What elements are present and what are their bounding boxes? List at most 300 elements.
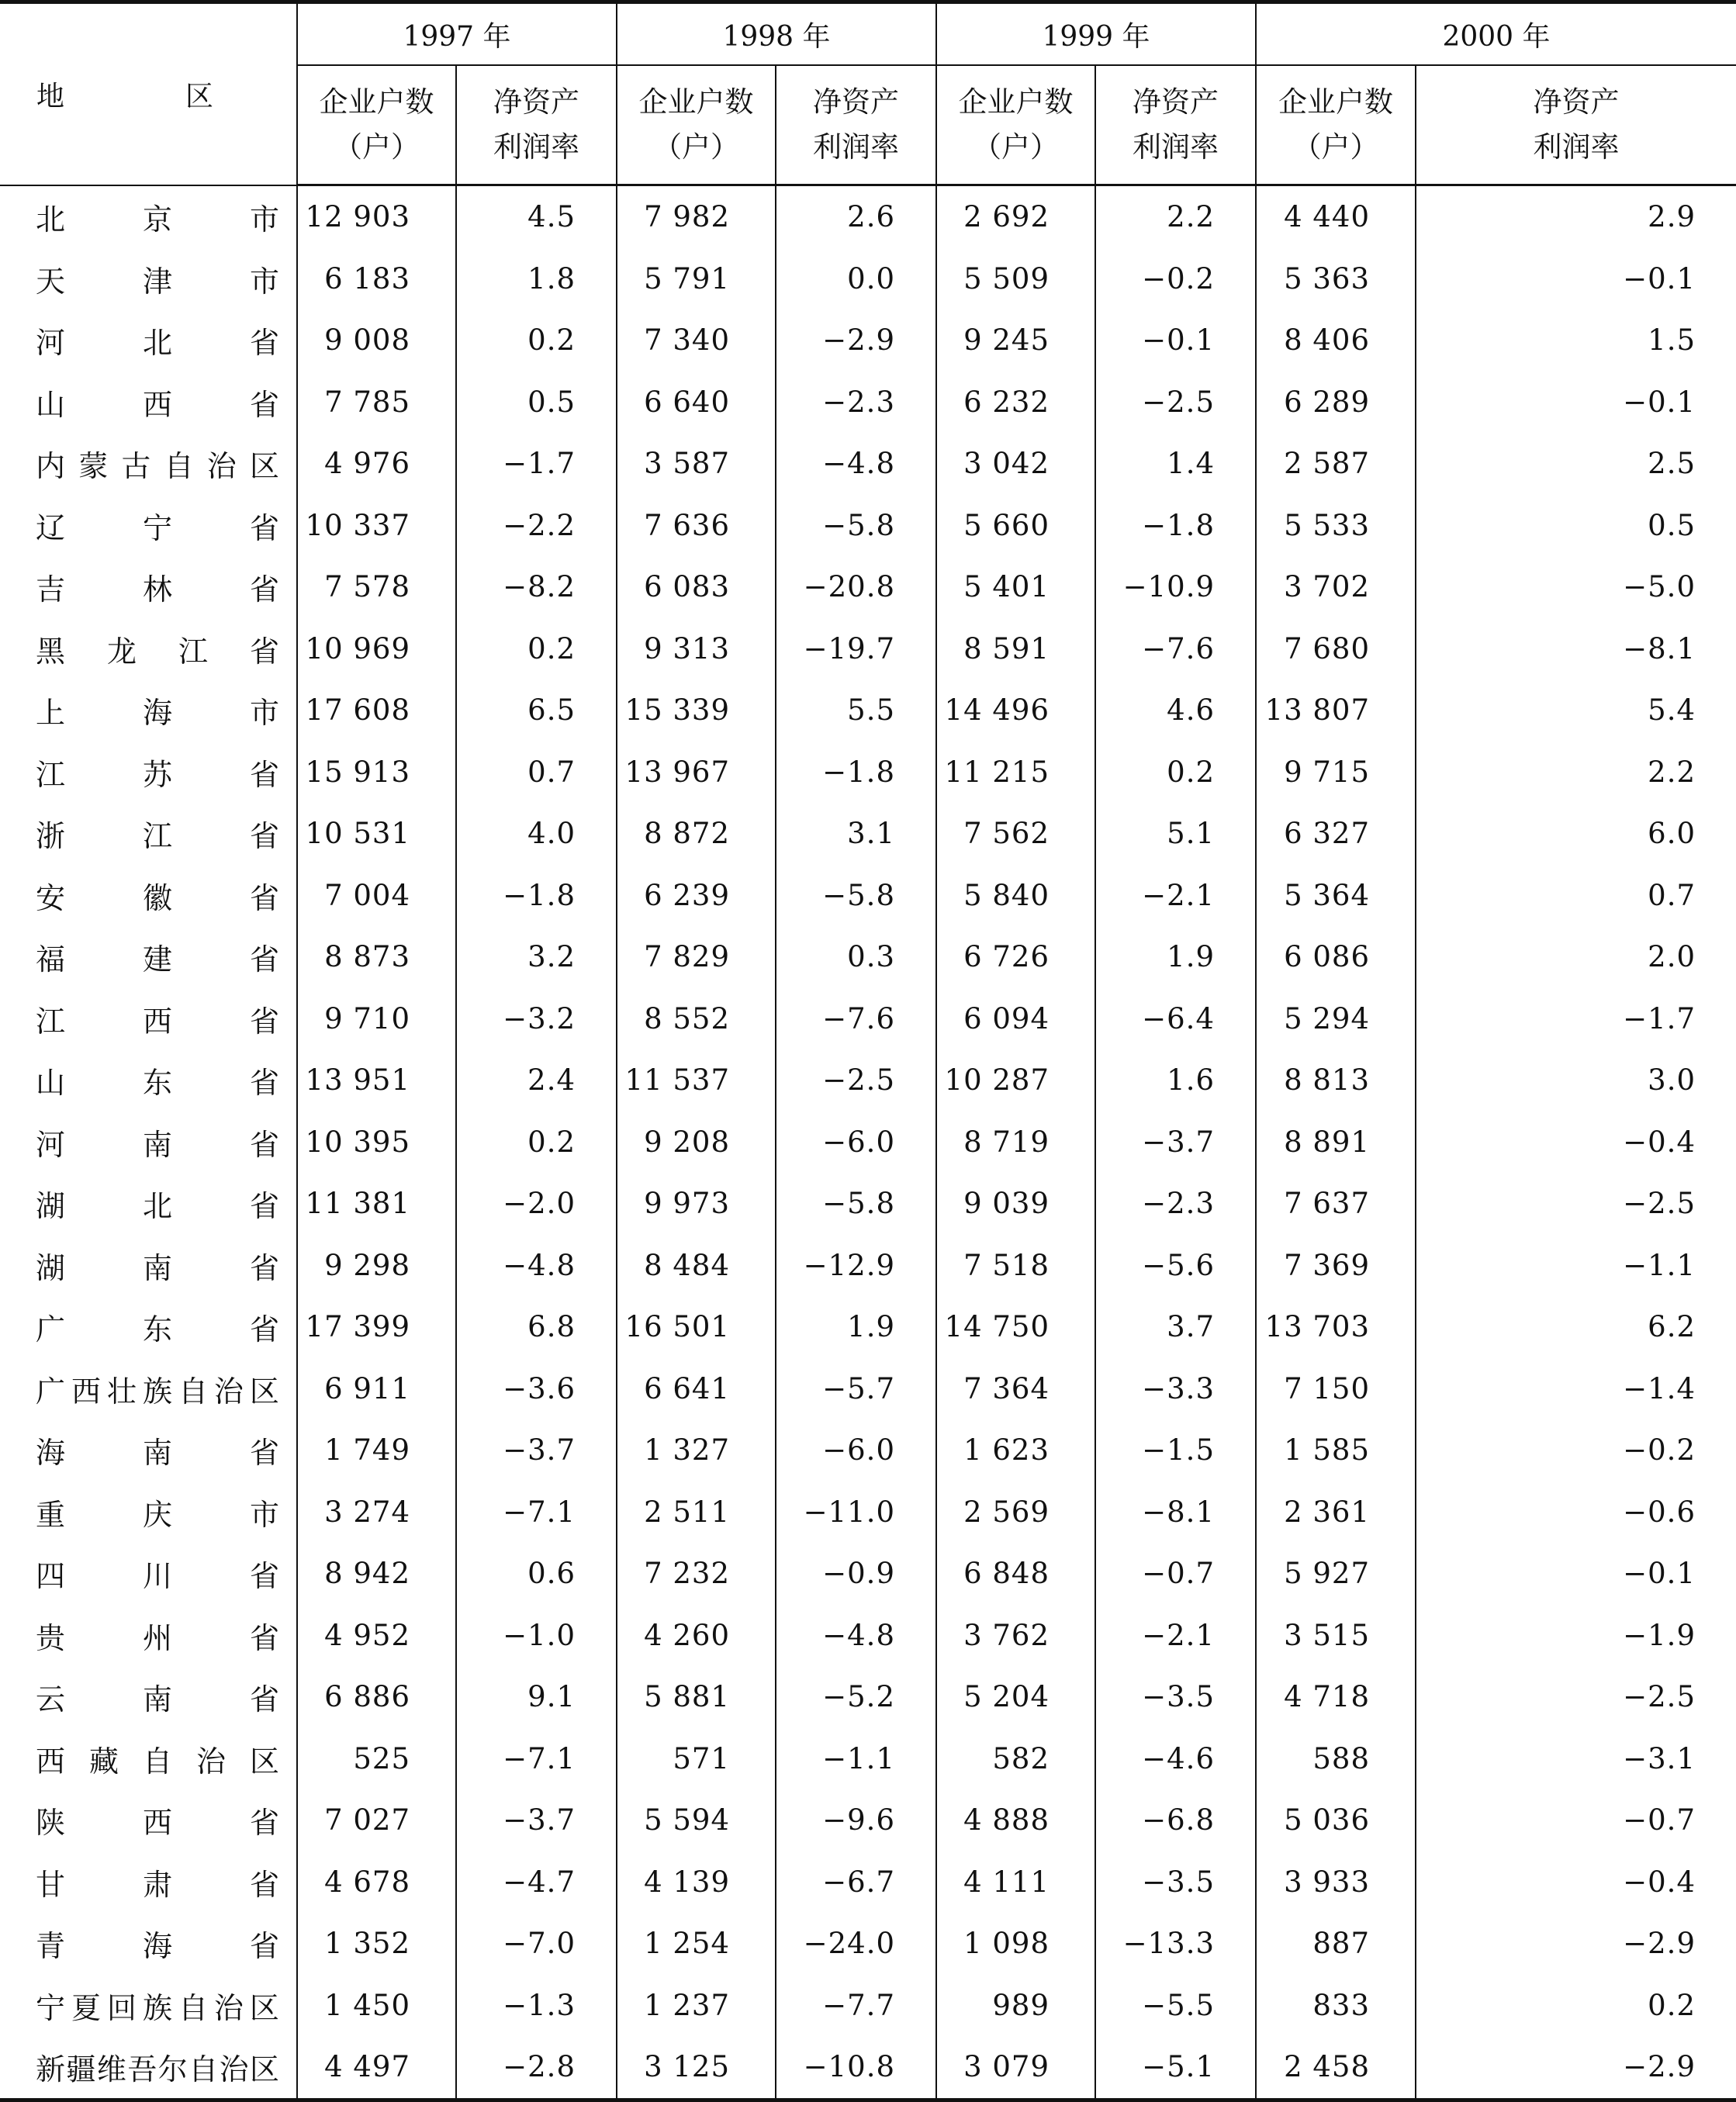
region-name (36, 195, 279, 238)
profit-rate-cell: 0.6 (456, 1543, 617, 1605)
enterprise-count-cell: 1 749 (297, 1419, 456, 1481)
enterprise-count-cell: 6 327 (1256, 803, 1416, 865)
enterprise-count-cell: 3 274 (297, 1481, 456, 1544)
profit-rate-cell: −0.1 (1416, 372, 1736, 434)
region-char: 自 (178, 1990, 208, 2025)
region-char: 辽 (36, 510, 66, 545)
profit-rate-cell: −1.8 (1095, 495, 1256, 557)
enterprise-count-cell: 9 039 (936, 1173, 1095, 1235)
enterprise-count-cell: 11 537 (617, 1049, 776, 1112)
profit-rate-cell: −4.8 (776, 433, 936, 495)
profit-rate-cell: −0.9 (776, 1543, 936, 1605)
enterprise-count-cell: 13 703 (1256, 1296, 1416, 1358)
enterprise-count-cell: 7 150 (1256, 1358, 1416, 1420)
region-cell (0, 1605, 297, 1667)
profit-rate-cell: −2.9 (1416, 2036, 1736, 2100)
profit-rate-cell: −2.5 (1416, 1173, 1736, 1235)
profit-rate-cell: −2.3 (1095, 1173, 1256, 1235)
enterprise-count-cell: 1 098 (936, 1913, 1095, 1975)
region-char: 省 (249, 1004, 279, 1039)
region-char: 海 (142, 696, 172, 731)
rate-header-line2: 利润率 (1133, 130, 1219, 164)
region-char: 省 (249, 1189, 279, 1224)
region-name (36, 1059, 279, 1101)
enterprise-count-cell: 989 (936, 1975, 1095, 2037)
region-char: 省 (249, 634, 279, 669)
count-header-line1: 企业户数 (319, 85, 434, 119)
profit-rate-cell: −6.0 (776, 1419, 936, 1481)
region-name (36, 997, 279, 1040)
rate-header (1416, 65, 1736, 185)
region-char: 省 (249, 880, 279, 915)
enterprise-count-cell: 6 232 (936, 372, 1095, 434)
profit-rate-cell: 1.9 (1095, 926, 1256, 988)
profit-rate-cell: 3.2 (456, 926, 617, 988)
enterprise-count-cell: 6 640 (617, 372, 776, 434)
profit-rate-cell: −0.4 (1416, 1851, 1736, 1914)
enterprise-count-cell: 5 401 (936, 556, 1095, 618)
region-name (36, 689, 279, 731)
enterprise-count-cell: 17 399 (297, 1296, 456, 1358)
region-char: 省 (249, 1867, 279, 1902)
region-char: 福 (36, 942, 66, 977)
enterprise-count-cell: 8 552 (617, 988, 776, 1050)
enterprise-count-cell: 10 287 (936, 1049, 1095, 1112)
profit-rate-cell: −5.2 (776, 1666, 936, 1728)
count-header (936, 65, 1095, 185)
region-name (36, 1799, 279, 1841)
region-char: 东 (142, 1066, 172, 1101)
region-name (36, 1861, 279, 1903)
enterprise-count-cell: 8 872 (617, 803, 776, 865)
table-row (0, 618, 1736, 680)
region-cell (0, 1235, 297, 1297)
region-char: 江 (178, 634, 208, 669)
region-char: 浙 (36, 819, 66, 854)
profit-rate-cell: −5.8 (776, 865, 936, 927)
profit-rate-cell: 1.9 (776, 1296, 936, 1358)
count-header-line1: 企业户数 (638, 85, 754, 119)
table-header (0, 2, 1736, 185)
profit-rate-cell: 0.7 (456, 742, 617, 804)
profit-rate-cell: −9.6 (776, 1789, 936, 1851)
profit-rate-cell: −1.3 (456, 1975, 617, 2037)
enterprise-count-cell: 11 381 (297, 1173, 456, 1235)
table-row (0, 1358, 1736, 1420)
profit-rate-cell: −6.7 (776, 1851, 936, 1914)
enterprise-count-cell: 4 260 (617, 1605, 776, 1667)
table-row (0, 1543, 1736, 1605)
enterprise-count-cell: 7 004 (297, 865, 456, 927)
enterprise-count-cell: 5 881 (617, 1666, 776, 1728)
region-char: 南 (142, 1127, 172, 1162)
profit-rate-cell: 6.2 (1416, 1296, 1736, 1358)
enterprise-count-cell: 11 215 (936, 742, 1095, 804)
count-header (297, 65, 456, 185)
region-char: 省 (249, 572, 279, 607)
rate-header-line1: 净资产 (813, 85, 899, 119)
enterprise-count-cell: 9 008 (297, 309, 456, 372)
region-char: 自 (164, 449, 194, 484)
region-cell (0, 185, 297, 248)
enterprise-count-cell: 10 531 (297, 803, 456, 865)
enterprise-count-cell: 15 913 (297, 742, 456, 804)
profit-rate-cell: 1.4 (1095, 433, 1256, 495)
region-cell (0, 1789, 297, 1851)
profit-rate-cell: −2.9 (776, 309, 936, 372)
enterprise-count-cell: 10 395 (297, 1112, 456, 1174)
region-char: 青 (36, 1929, 66, 1964)
enterprise-count-cell: 5 363 (1256, 248, 1416, 310)
enterprise-count-cell: 582 (936, 1728, 1095, 1790)
table-row (0, 865, 1736, 927)
enterprise-count-cell: 3 587 (617, 433, 776, 495)
enterprise-count-cell: 4 678 (297, 1851, 456, 1914)
profit-rate-cell: −7.7 (776, 1975, 936, 2037)
region-cell (0, 1112, 297, 1174)
region-cell (0, 679, 297, 742)
region-char: 海 (142, 1929, 172, 1964)
region-char: 治 (213, 1374, 244, 1409)
region-name (36, 627, 279, 670)
enterprise-count-cell: 7 785 (297, 372, 456, 434)
region-char: 庆 (142, 1497, 172, 1532)
enterprise-count-cell: 6 726 (936, 926, 1095, 988)
enterprise-count-cell: 1 585 (1256, 1419, 1416, 1481)
profit-rate-cell: −0.2 (1416, 1419, 1736, 1481)
enterprise-count-cell: 9 973 (617, 1173, 776, 1235)
region-cell (0, 1481, 297, 1544)
profit-rate-cell: 2.0 (1416, 926, 1736, 988)
region-name (36, 874, 279, 917)
enterprise-count-cell: 6 083 (617, 556, 776, 618)
enterprise-count-cell: 2 692 (936, 185, 1095, 248)
region-char: 北 (36, 202, 66, 237)
region-char: 肃 (142, 1867, 172, 1902)
enterprise-count-cell: 5 660 (936, 495, 1095, 557)
profit-rate-cell: −19.7 (776, 618, 936, 680)
region-name (36, 1675, 279, 1718)
table-row (0, 926, 1736, 988)
profit-rate-cell: 3.0 (1416, 1049, 1736, 1112)
rate-header-line2: 利润率 (813, 130, 899, 164)
enterprise-count-cell: 9 313 (617, 618, 776, 680)
region-cell (0, 1296, 297, 1358)
profit-rate-cell: −13.3 (1095, 1913, 1256, 1975)
profit-rate-cell: −4.8 (456, 1235, 617, 1297)
enterprise-count-cell: 2 569 (936, 1481, 1095, 1544)
table-row (0, 248, 1736, 310)
enterprise-count-cell: 571 (617, 1728, 776, 1790)
region-char: 省 (249, 1929, 279, 1964)
profit-rate-cell: −5.6 (1095, 1235, 1256, 1297)
profit-rate-cell: 0.5 (456, 372, 617, 434)
profit-rate-cell: −7.6 (1095, 618, 1256, 680)
enterprise-count-cell: 525 (297, 1728, 456, 1790)
region-char: 市 (249, 202, 279, 237)
region-name (36, 1614, 279, 1657)
enterprise-count-cell: 6 183 (297, 248, 456, 310)
count-header-line2: （户） (973, 130, 1059, 164)
profit-rate-cell: −1.1 (1416, 1235, 1736, 1297)
enterprise-count-cell: 7 340 (617, 309, 776, 372)
region-cell (0, 803, 297, 865)
profit-rate-cell: −4.6 (1095, 1728, 1256, 1790)
profit-rate-cell: −5.0 (1416, 556, 1736, 618)
region-char: 四 (36, 1559, 66, 1594)
enterprise-count-cell: 1 254 (617, 1913, 776, 1975)
region-name (36, 504, 279, 547)
profit-rate-cell: −2.0 (456, 1173, 617, 1235)
region-char: 广 (36, 1374, 66, 1409)
region-char: 宁 (142, 510, 172, 545)
table-row (0, 2036, 1736, 2100)
enterprise-count-cell: 8 813 (1256, 1049, 1416, 1112)
enterprise-count-cell: 7 829 (617, 926, 776, 988)
profit-rate-cell: −4.8 (776, 1605, 936, 1667)
profit-rate-cell: −5.8 (776, 495, 936, 557)
table-row (0, 433, 1736, 495)
count-header (617, 65, 776, 185)
region-cell (0, 618, 297, 680)
enterprise-count-cell: 8 719 (936, 1112, 1095, 1174)
profit-rate-cell: 3.1 (776, 803, 936, 865)
profit-rate-cell: 5.5 (776, 679, 936, 742)
region-name (36, 442, 279, 485)
table-row (0, 372, 1736, 434)
profit-rate-cell: −0.6 (1416, 1481, 1736, 1544)
region-char: 古 (121, 449, 151, 484)
region-cell (0, 556, 297, 618)
enterprise-count-cell: 5 533 (1256, 495, 1416, 557)
enterprise-count-cell: 7 369 (1256, 1235, 1416, 1297)
region-char: 东 (142, 1312, 172, 1347)
region-char: 省 (249, 1436, 279, 1471)
region-char: 区 (249, 1374, 279, 1409)
region-name (36, 1491, 279, 1533)
region-char: 省 (249, 757, 279, 792)
enterprise-count-cell: 8 891 (1256, 1112, 1416, 1174)
region-char: 省 (249, 326, 279, 361)
region-char: 西 (142, 1004, 172, 1039)
profit-rate-cell: −6.4 (1095, 988, 1256, 1050)
region-char: 省 (249, 1620, 279, 1655)
region-char: 河 (36, 1127, 66, 1162)
region-header: 地 区 (0, 2, 297, 185)
region-char: 西 (142, 387, 172, 422)
region-char: 夏 (71, 1990, 101, 2025)
region-cell (0, 2036, 297, 2100)
region-name (36, 565, 279, 608)
profit-rate-cell: −2.3 (776, 372, 936, 434)
profit-rate-cell: −11.0 (776, 1481, 936, 1544)
profit-rate-cell: 5.4 (1416, 679, 1736, 742)
region-char: 陕 (36, 1806, 66, 1841)
enterprise-count-cell: 1 450 (297, 1975, 456, 2037)
region-char: 山 (36, 1066, 66, 1101)
year-header-1998: 1998 年 (617, 2, 936, 66)
region-cell (0, 988, 297, 1050)
region-char: 回 (106, 1990, 137, 2025)
region-cell (0, 742, 297, 804)
profit-rate-cell: −0.4 (1416, 1112, 1736, 1174)
rate-header (456, 65, 617, 185)
region-char: 重 (36, 1497, 66, 1532)
region-char: 海 (36, 1436, 66, 1471)
profit-rate-cell: 0.2 (456, 309, 617, 372)
enterprise-count-cell: 4 976 (297, 433, 456, 495)
enterprise-count-cell: 15 339 (617, 679, 776, 742)
region-char: 维 (96, 2052, 126, 2087)
region-char: 吾 (127, 2052, 157, 2087)
enterprise-count-cell: 13 951 (297, 1049, 456, 1112)
enterprise-count-cell: 4 497 (297, 2036, 456, 2100)
profit-rate-cell: 1.5 (1416, 309, 1736, 372)
enterprise-count-cell: 8 406 (1256, 309, 1416, 372)
profit-rate-cell: −1.5 (1095, 1419, 1256, 1481)
region-name (36, 1922, 279, 1965)
region-char: 市 (249, 696, 279, 731)
region-cell (0, 1358, 297, 1420)
enterprise-count-cell: 9 710 (297, 988, 456, 1050)
profit-rate-cell: 0.0 (776, 248, 936, 310)
profit-rate-cell: −6.8 (1095, 1789, 1256, 1851)
region-char: 内 (36, 449, 66, 484)
table-row (0, 1419, 1736, 1481)
enterprise-count-cell: 7 637 (1256, 1173, 1416, 1235)
profit-rate-cell: −7.1 (456, 1481, 617, 1544)
region-char: 省 (249, 1127, 279, 1162)
region-cell (0, 1728, 297, 1790)
enterprise-count-cell: 5 594 (617, 1789, 776, 1851)
profit-rate-cell: −2.5 (1416, 1666, 1736, 1728)
table-row (0, 1481, 1736, 1544)
enterprise-count-cell: 10 337 (297, 495, 456, 557)
enterprise-count-cell: 1 352 (297, 1913, 456, 1975)
rate-header (776, 65, 936, 185)
enterprise-count-cell: 1 623 (936, 1419, 1095, 1481)
profit-rate-cell: 2.4 (456, 1049, 617, 1112)
region-char: 省 (249, 1806, 279, 1841)
region-char: 宁 (36, 1990, 66, 2025)
region-char: 省 (249, 387, 279, 422)
enterprise-count-cell: 17 608 (297, 679, 456, 742)
region-char: 治 (213, 1990, 244, 2025)
rate-header-line1: 净资产 (493, 85, 579, 119)
table-row (0, 556, 1736, 618)
region-char: 林 (142, 572, 172, 607)
profit-rate-cell: −0.1 (1416, 1543, 1736, 1605)
enterprise-count-cell: 2 511 (617, 1481, 776, 1544)
profit-rate-cell: −3.5 (1095, 1666, 1256, 1728)
enterprise-count-cell: 7 518 (936, 1235, 1095, 1297)
region-char: 自 (178, 1374, 208, 1409)
region-char: 蒙 (78, 449, 109, 484)
profit-rate-cell: 0.7 (1416, 865, 1736, 927)
table-row (0, 1666, 1736, 1728)
enterprise-count-cell: 2 361 (1256, 1481, 1416, 1544)
region-char: 安 (36, 880, 66, 915)
region-cell (0, 248, 297, 310)
profit-rate-cell: −0.1 (1416, 248, 1736, 310)
enterprise-count-cell: 4 139 (617, 1851, 776, 1914)
table-row (0, 1605, 1736, 1667)
profit-rate-cell: −8.2 (456, 556, 617, 618)
profit-rate-cell: −5.5 (1095, 1975, 1256, 2037)
table-row (0, 679, 1736, 742)
profit-rate-cell: −2.5 (776, 1049, 936, 1112)
region-char: 南 (142, 1250, 172, 1285)
region-cell (0, 865, 297, 927)
enterprise-count-cell: 6 094 (936, 988, 1095, 1050)
enterprise-count-cell: 3 125 (617, 2036, 776, 2100)
table-row (0, 495, 1736, 557)
profit-rate-cell: −1.8 (456, 865, 617, 927)
count-header-line1: 企业户数 (1278, 85, 1393, 119)
region-cell (0, 433, 297, 495)
region-char: 黑 (36, 634, 66, 669)
rate-header-line2: 利润率 (493, 130, 579, 164)
region-char: 新 (36, 2052, 66, 2087)
profit-rate-cell: 0.2 (1095, 742, 1256, 804)
enterprise-count-cell: 5 791 (617, 248, 776, 310)
region-char: 南 (142, 1436, 172, 1471)
region-name (36, 1429, 279, 1471)
profit-rate-cell: −7.6 (776, 988, 936, 1050)
profit-rate-cell: −3.5 (1095, 1851, 1256, 1914)
profit-rate-cell: 2.6 (776, 185, 936, 248)
profit-rate-cell: −2.9 (1416, 1913, 1736, 1975)
profit-rate-cell: 1.6 (1095, 1049, 1256, 1112)
enterprise-count-cell: 6 086 (1256, 926, 1416, 988)
profit-rate-cell: −12.9 (776, 1235, 936, 1297)
enterprise-count-cell: 6 239 (617, 865, 776, 927)
enterprise-count-cell: 9 245 (936, 309, 1095, 372)
enterprise-count-cell: 4 718 (1256, 1666, 1416, 1728)
rate-header (1095, 65, 1256, 185)
region-char: 西 (71, 1374, 101, 1409)
profit-rate-cell: 2.5 (1416, 433, 1736, 495)
profit-rate-cell: 0.5 (1416, 495, 1736, 557)
profit-rate-cell: −1.4 (1416, 1358, 1736, 1420)
profit-rate-cell: 9.1 (456, 1666, 617, 1728)
table-body (0, 185, 1736, 2100)
region-char: 省 (249, 1312, 279, 1347)
region-name (36, 1737, 279, 1780)
enterprise-count-cell: 3 042 (936, 433, 1095, 495)
region-char: 建 (142, 942, 172, 977)
region-char: 省 (249, 942, 279, 977)
table-row (0, 1112, 1736, 1174)
region-cell (0, 1543, 297, 1605)
profit-rate-cell: −8.1 (1416, 618, 1736, 680)
profit-rate-cell: −5.8 (776, 1173, 936, 1235)
enterprise-count-cell: 8 484 (617, 1235, 776, 1297)
region-cell (0, 1851, 297, 1914)
profit-rate-cell: −1.0 (456, 1605, 617, 1667)
region-char: 南 (142, 1682, 172, 1717)
region-char: 区 (249, 1744, 279, 1779)
table-row (0, 742, 1736, 804)
region-cell (0, 1173, 297, 1235)
profit-rate-cell: −10.8 (776, 2036, 936, 2100)
enterprise-count-cell: 6 289 (1256, 372, 1416, 434)
enterprise-count-cell: 2 587 (1256, 433, 1416, 495)
year-header-1997: 1997 年 (297, 2, 617, 66)
enterprise-count-cell: 3 762 (936, 1605, 1095, 1667)
enterprise-count-cell: 5 509 (936, 248, 1095, 310)
region-char: 省 (249, 1559, 279, 1594)
